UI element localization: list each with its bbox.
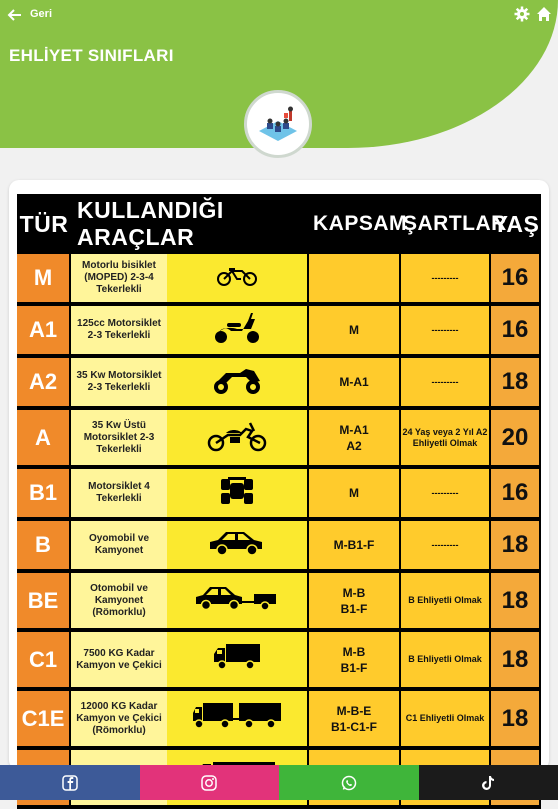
kapsam-value: M-A1 A2	[309, 410, 399, 465]
header-yas: YAŞ	[491, 211, 541, 238]
license-class: C1	[17, 632, 69, 687]
age-value: 18	[491, 632, 539, 687]
vehicle-cell	[167, 521, 307, 569]
vehicle-description: 7500 KG Kadar Kamyon ve Çekici	[71, 632, 167, 687]
license-class: A2	[17, 358, 69, 406]
gear-icon[interactable]	[514, 6, 530, 22]
table-row	[17, 254, 541, 302]
back-label[interactable]: Geri	[30, 8, 52, 20]
age-value: 16	[491, 254, 539, 302]
vehicle-cell	[167, 469, 307, 517]
license-class: A	[17, 410, 69, 465]
license-class: M	[17, 254, 69, 302]
atv-icon	[219, 475, 255, 512]
sart-value: ---------	[401, 254, 489, 302]
scooter-icon	[211, 311, 263, 350]
facebook-button[interactable]	[0, 765, 140, 800]
age-value: 20	[491, 410, 539, 465]
tiktok-icon	[480, 775, 496, 791]
vehicle-description: 35 Kw Motorsiklet 2-3 Tekerlekli	[71, 358, 167, 406]
vehicle-cell	[167, 632, 307, 687]
license-table	[17, 194, 541, 809]
kapsam-value: M-B-E B1-C1-F	[309, 691, 399, 746]
sart-value: C1 Ehliyetli Olmak	[401, 691, 489, 746]
table-row	[17, 521, 541, 569]
license-class: C1E	[17, 691, 69, 746]
header-arac: KULLANDIĞI ARAÇLAR	[71, 197, 313, 251]
top-bar	[0, 0, 558, 30]
sart-value: ---------	[401, 469, 489, 517]
small-truck-icon	[212, 642, 262, 677]
license-class: BE	[17, 573, 69, 628]
classroom-logo-icon	[244, 90, 312, 158]
instagram-button[interactable]	[140, 765, 280, 800]
table-row	[17, 358, 541, 406]
age-value: 18	[491, 358, 539, 406]
kapsam-value: M	[309, 306, 399, 354]
table-row	[17, 306, 541, 354]
vehicle-cell	[167, 306, 307, 354]
table-row	[17, 632, 541, 687]
car-trailer-icon	[194, 584, 280, 617]
vehicle-description: 12000 KG Kadar Kamyon ve Çekici (Römorklu)	[71, 691, 167, 746]
age-value: 18	[491, 521, 539, 569]
header-kapsam: KAPSAM	[313, 212, 403, 236]
kapsam-value: M-B B1-F	[309, 632, 399, 687]
sport-motorcycle-icon	[210, 365, 264, 400]
header-sartlar: ŞARTLAR	[403, 212, 491, 236]
table-header	[17, 194, 541, 254]
license-class: A1	[17, 306, 69, 354]
back-arrow-icon[interactable]	[6, 6, 24, 24]
kapsam-value	[309, 254, 399, 302]
license-card	[9, 180, 549, 770]
vehicle-description: 125cc Motorsiklet 2-3 Tekerlekli	[71, 306, 167, 354]
vehicle-cell	[167, 358, 307, 406]
facebook-icon	[62, 775, 78, 791]
kapsam-value: M-A1	[309, 358, 399, 406]
age-value: 18	[491, 573, 539, 628]
social-bar	[0, 765, 558, 800]
vehicle-description: Motorsiklet 4 Tekerlekli	[71, 469, 167, 517]
sart-value: B Ehliyetli Olmak	[401, 573, 489, 628]
kapsam-value: M-B B1-F	[309, 573, 399, 628]
whatsapp-button[interactable]	[279, 765, 419, 800]
vehicle-description: Motorlu bisiklet (MOPED) 2-3-4 Tekerlekli	[71, 254, 167, 302]
chopper-motorcycle-icon	[206, 419, 268, 456]
vehicle-description: Otomobil ve Kamyonet (Römorklu)	[71, 573, 167, 628]
vehicle-cell	[167, 410, 307, 465]
vehicle-cell	[167, 254, 307, 302]
sart-value: ---------	[401, 358, 489, 406]
sart-value: ---------	[401, 306, 489, 354]
tiktok-button[interactable]	[419, 765, 558, 800]
license-class: B1	[17, 469, 69, 517]
age-value: 16	[491, 306, 539, 354]
truck-trailer-icon	[191, 701, 283, 736]
license-class: B	[17, 521, 69, 569]
age-value: 18	[491, 691, 539, 746]
table-row	[17, 573, 541, 628]
kapsam-value: M-B1-F	[309, 521, 399, 569]
vehicle-cell	[167, 573, 307, 628]
table-row	[17, 469, 541, 517]
vehicle-cell	[167, 691, 307, 746]
age-value: 16	[491, 469, 539, 517]
header-tur: TÜR	[17, 211, 71, 238]
bicycle-icon	[215, 265, 259, 292]
vehicle-description: 35 Kw Üstü Motorsiklet 2-3 Tekerlekli	[71, 410, 167, 465]
sart-value: 24 Yaş veya 2 Yıl A2 Ehliyetli Olmak	[401, 410, 489, 465]
page-title: EHLİYET SINIFLARI	[9, 46, 174, 66]
instagram-icon	[201, 775, 217, 791]
vehicle-description: Oyomobil ve Kamyonet	[71, 521, 167, 569]
car-icon	[208, 529, 266, 562]
home-icon[interactable]	[536, 6, 552, 22]
kapsam-value: M	[309, 469, 399, 517]
table-row	[17, 691, 541, 746]
whatsapp-icon	[341, 775, 357, 791]
sart-value: ---------	[401, 521, 489, 569]
table-row	[17, 410, 541, 465]
sart-value: B Ehliyetli Olmak	[401, 632, 489, 687]
